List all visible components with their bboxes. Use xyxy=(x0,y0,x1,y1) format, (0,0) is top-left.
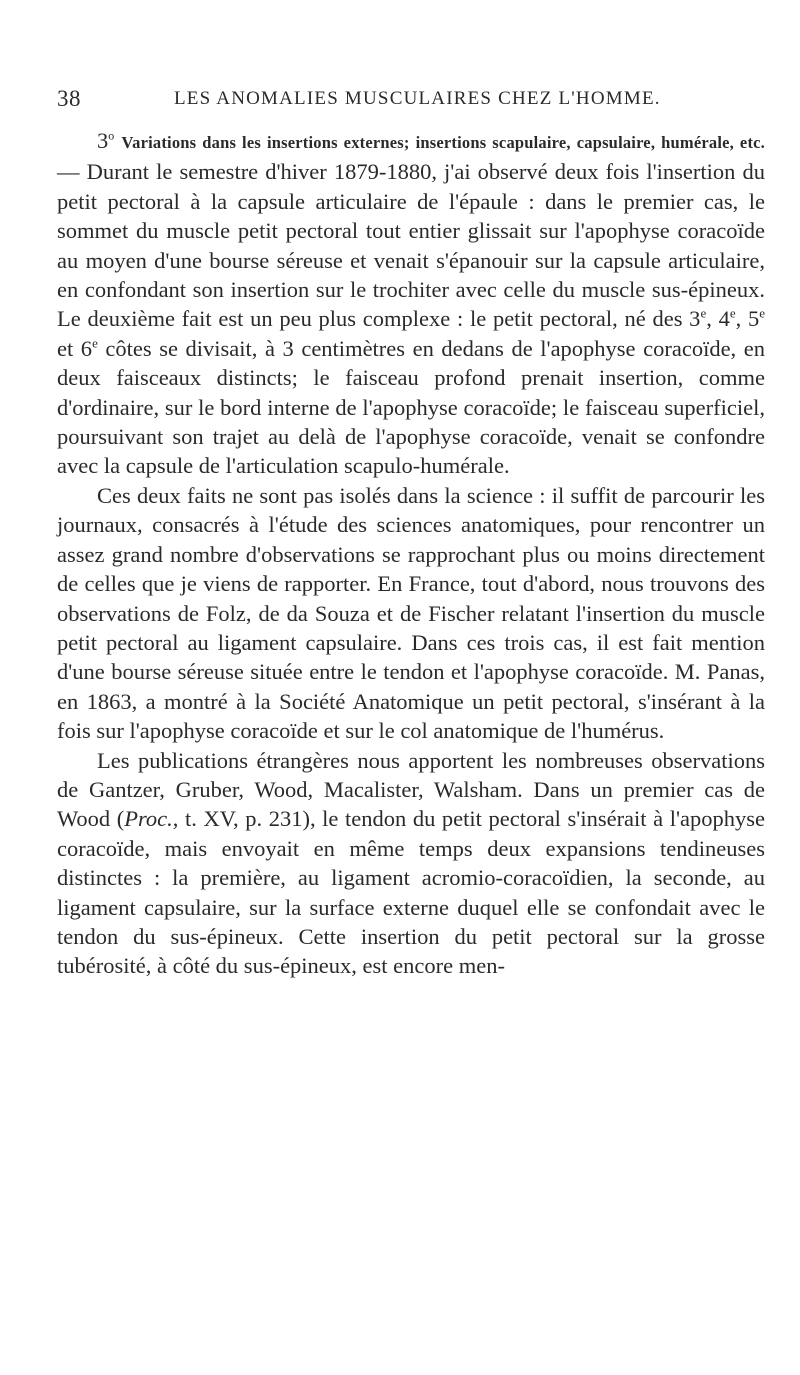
paragraph-2: Ces deux faits ne sont pas isolés dans la science : il suffit de parcourir les journaux, consacrés à l'étude des sciences anatomiques, pour rencontrer un assez grand nombre d'observations se rapprochant plus ou moins directement de celles que je viens de rapporter. En France, tout d'abord, nous trouvons des observations de Folz, de da Souza et de Fischer relatant l'insertion du muscle petit pectoral au ligament capsulaire. Dans ces trois cas, il est fait mention d'une bourse séreuse située entre le tendon et l'apophyse coracoïde. M. Panas, en 1863, a montré à la Société Anatomique un petit pectoral, s'insérant à la fois sur l'apophyse coracoïde et sur le col anatomique de l'humérus. xyxy=(57,482,765,744)
body-text xyxy=(57,126,765,981)
page-number: 38 xyxy=(57,86,81,111)
paragraph-section-3: 3$^o$ Variations dans les insertions externes; insertions scapulaire, capsulaire, humérale, etc. — Durant le semestre d'hiver 1879-1880, j'ai observé deux fois l'insertion du petit pectoral à la capsule articulaire de l'épaule : dans le premier cas, le sommet du muscle petit pectoral tout entier glissait sur l'apophyse coracoïde au moyen d'une bourse séreuse et venait s'épanouir sur la capsule articulaire, en confondant son insertion sur le trochiter avec celle du muscle sus-épineux. Le deuxième fait est un peu plus complexe : le petit pectoral, né des 3e, 4e, 5e et 6e côtes se divisait, à 3 centimètres en dedans de l'apophyse coracoïde, en deux faisceaux distincts; le faisceau profond prenait insertion, comme d'ordinaire, sur le bord interne de l'apophyse coracoïde; le faisceau superficiel, poursuivant son trajet au delà de l'apophyse coracoïde, venait se confondre avec la capsule de l'articulation scapulo-humérale. xyxy=(57,128,765,479)
section-number: 3$^o$ xyxy=(97,128,115,153)
running-title: LES ANOMALIES MUSCULAIRES CHEZ L'HOMME. xyxy=(174,88,661,109)
section-heading: Variations dans les insertions externes; insertions scapulaire, capsulaire, humérale, etc. xyxy=(121,133,765,152)
paragraph-3: Les publications étrangères nous apportent les nombreuses observations de Gantzer, Gruber, Wood, Macalister, Walsham. Dans un premier cas de Wood (Proc., t. XV, p. 231), le tendon du petit pectoral s'insérait à l'apophyse coracoïde, mais envoyait en même temps deux expansions tendineuses distinctes : la première, au ligament acromio-coracoïdien, la seconde, au ligament capsulaire, sur la surface externe duquel elle se confondait avec le tendon du sus-épineux. Cette insertion du petit pectoral sur la grosse tubérosité, à côté du sus-épineux, est encore men- xyxy=(57,747,765,979)
running-head xyxy=(57,86,764,116)
section-text-end: côtes se divisait, à 3 centimètres en dedans de l'apophyse coracoïde, en deux faisceaux distincts; le faisceau profond prenait insertion, comme d'ordinaire, sur le bord interne de l'apophyse coracoïde; le faisceau superficiel, poursuivant son trajet au delà de l'apophyse coracoïde, venait se confondre avec la capsule de l'articulation scapulo-humérale. xyxy=(57,335,765,479)
section-text-start: — Durant le semestre d'hiver 1879-1880, j'ai observé deux fois l'insertion du petit pectoral à la capsule articulaire de l'épaule : dans le premier cas, le sommet du muscle petit pectoral tout entier glissait sur l'apophyse coracoïde au moyen d'une bourse séreuse et venait s'épanouir sur la capsule articulaire, en confondant son insertion sur le trochiter avec celle du muscle sus-épineux. Le deuxième fait est un peu plus complexe : le petit pectoral, né des 3 xyxy=(57,159,765,332)
citation-proc: Proc. xyxy=(124,806,173,832)
